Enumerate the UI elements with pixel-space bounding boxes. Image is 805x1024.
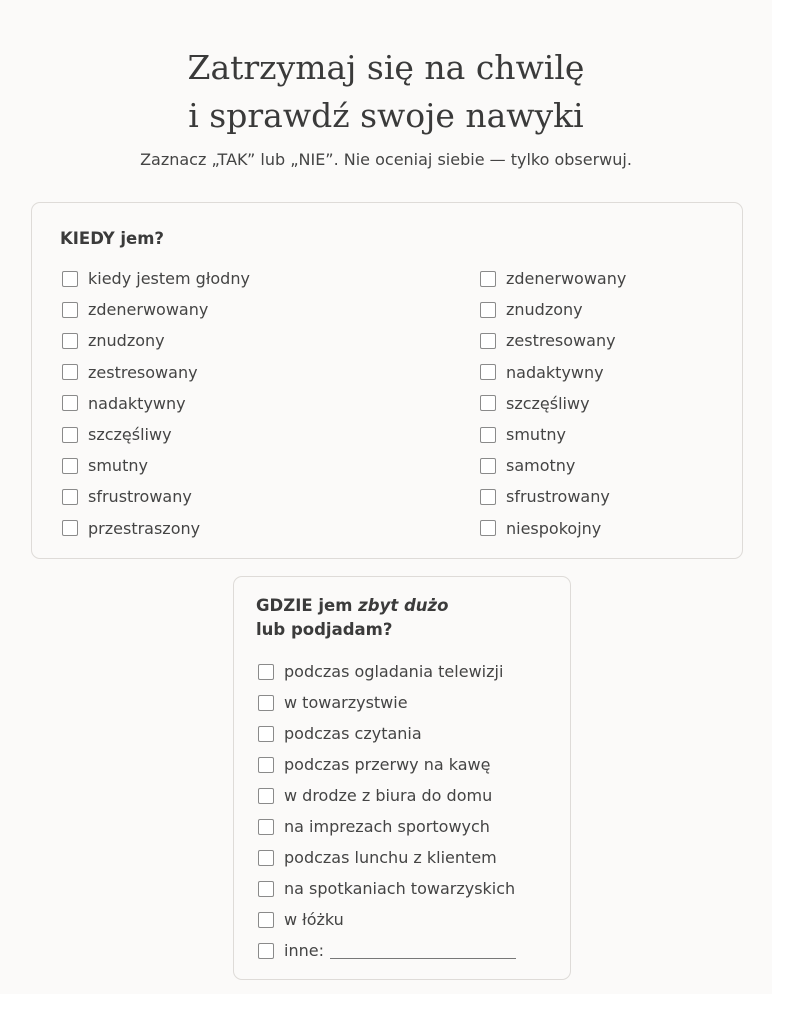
- checklist-item: [62, 388, 250, 419]
- where-heading-prefix: GDZIE jem: [256, 596, 359, 615]
- item-label: podczas ogladania telewizji: [284, 662, 504, 681]
- checkbox[interactable]: [62, 520, 78, 536]
- checklist-item: [258, 780, 516, 811]
- item-label: na spotkaniach towarzyskich: [284, 879, 516, 898]
- item-label: podczas czytania: [284, 724, 422, 743]
- where-card: [233, 576, 571, 980]
- checkbox[interactable]: [480, 333, 496, 349]
- item-label: samotny: [506, 456, 576, 476]
- item-label: nadaktywny: [506, 362, 604, 382]
- checkbox[interactable]: [258, 726, 274, 742]
- checkbox[interactable]: [62, 395, 78, 411]
- checklist-item: [62, 419, 250, 450]
- other-answer-line[interactable]: [330, 942, 516, 959]
- checklist-item: [258, 656, 516, 687]
- checklist-item: [62, 357, 250, 388]
- item-label: przestraszony: [88, 518, 201, 538]
- checkbox[interactable]: [480, 489, 496, 505]
- checklist-item: [258, 904, 516, 935]
- checklist-item: [480, 419, 626, 450]
- checkbox[interactable]: [62, 302, 78, 318]
- item-label: zdenerwowany: [506, 269, 627, 289]
- checklist-item: [62, 513, 250, 544]
- checkbox[interactable]: [258, 912, 274, 928]
- checkbox[interactable]: [480, 364, 496, 380]
- title-line-2: i sprawdź swoje nawyki: [188, 96, 584, 135]
- item-label: w towarzystwie: [284, 693, 408, 712]
- item-label: w drodze z biura do domu: [284, 786, 493, 805]
- checklist-item: [480, 357, 626, 388]
- checkbox[interactable]: [480, 427, 496, 443]
- item-label: szczęśliwy: [506, 393, 590, 413]
- checkbox[interactable]: [62, 271, 78, 287]
- checkbox[interactable]: [62, 364, 78, 380]
- checklist-item: [62, 263, 250, 294]
- title-line-1: Zatrzymaj się na chwilę: [187, 48, 585, 87]
- item-label: sfrustrowany: [506, 487, 610, 507]
- item-label: kiedy jestem głodny: [88, 269, 250, 289]
- item-label: na imprezach sportowych: [284, 817, 490, 836]
- where-column: [258, 656, 516, 966]
- item-label: podczas przerwy na kawę: [284, 755, 491, 774]
- item-label: smutny: [88, 456, 148, 476]
- checkbox[interactable]: [258, 757, 274, 773]
- checkbox[interactable]: [258, 881, 274, 897]
- item-label: nadaktywny: [88, 393, 186, 413]
- when-card: [31, 202, 743, 559]
- checklist-item: [258, 687, 516, 718]
- checklist-item: [62, 481, 250, 512]
- instructions: Zaznacz „TAK” lub „NIE”. Nie oceniaj siebie — tylko obserwuj.: [140, 150, 632, 169]
- checkbox[interactable]: [480, 395, 496, 411]
- checkbox[interactable]: [480, 520, 496, 536]
- checklist-item: [480, 388, 626, 419]
- checkbox[interactable]: [258, 664, 274, 680]
- checkbox[interactable]: [258, 695, 274, 711]
- checklist-item: [480, 481, 626, 512]
- when-right-column: [480, 263, 626, 544]
- checkbox[interactable]: [258, 788, 274, 804]
- checkbox[interactable]: [258, 850, 274, 866]
- checklist-item: [480, 450, 626, 481]
- checklist-item: [62, 325, 250, 356]
- checkbox[interactable]: [258, 819, 274, 835]
- checkbox[interactable]: [62, 427, 78, 443]
- when-left-column: [62, 263, 250, 544]
- checkbox[interactable]: [62, 458, 78, 474]
- item-label: szczęśliwy: [88, 425, 172, 445]
- where-heading: [256, 594, 448, 642]
- checkbox[interactable]: [480, 458, 496, 474]
- item-label: podczas lunchu z klientem: [284, 848, 497, 867]
- checklist-item-other: [258, 935, 516, 966]
- checklist-item: [258, 842, 516, 873]
- checkbox[interactable]: [258, 943, 274, 959]
- checklist-item: [480, 325, 626, 356]
- item-label: smutny: [506, 425, 566, 445]
- item-label: zestresowany: [506, 331, 616, 351]
- checklist-item: [480, 294, 626, 325]
- item-label: inne:: [284, 941, 324, 960]
- item-label: sfrustrowany: [88, 487, 192, 507]
- checklist-item: [480, 513, 626, 544]
- where-heading-line-2: lub podjadam?: [256, 620, 393, 639]
- checkbox[interactable]: [480, 271, 496, 287]
- checkbox[interactable]: [62, 333, 78, 349]
- where-heading-emphasis: zbyt dużo: [358, 596, 449, 615]
- item-label: znudzony: [506, 300, 583, 320]
- when-heading: KIEDY jem?: [60, 229, 164, 248]
- checklist-item: [258, 718, 516, 749]
- item-label: zestresowany: [88, 362, 198, 382]
- checkbox[interactable]: [480, 302, 496, 318]
- page-title: [0, 44, 772, 140]
- item-label: niespokojny: [506, 518, 602, 538]
- item-label: w łóżku: [284, 910, 344, 929]
- item-label: zdenerwowany: [88, 300, 209, 320]
- checkbox[interactable]: [62, 489, 78, 505]
- item-label: znudzony: [88, 331, 165, 351]
- checklist-item: [258, 749, 516, 780]
- checklist-item: [480, 263, 626, 294]
- checklist-item: [62, 294, 250, 325]
- checklist-item: [258, 873, 516, 904]
- checklist-item: [62, 450, 250, 481]
- checklist-item: [258, 811, 516, 842]
